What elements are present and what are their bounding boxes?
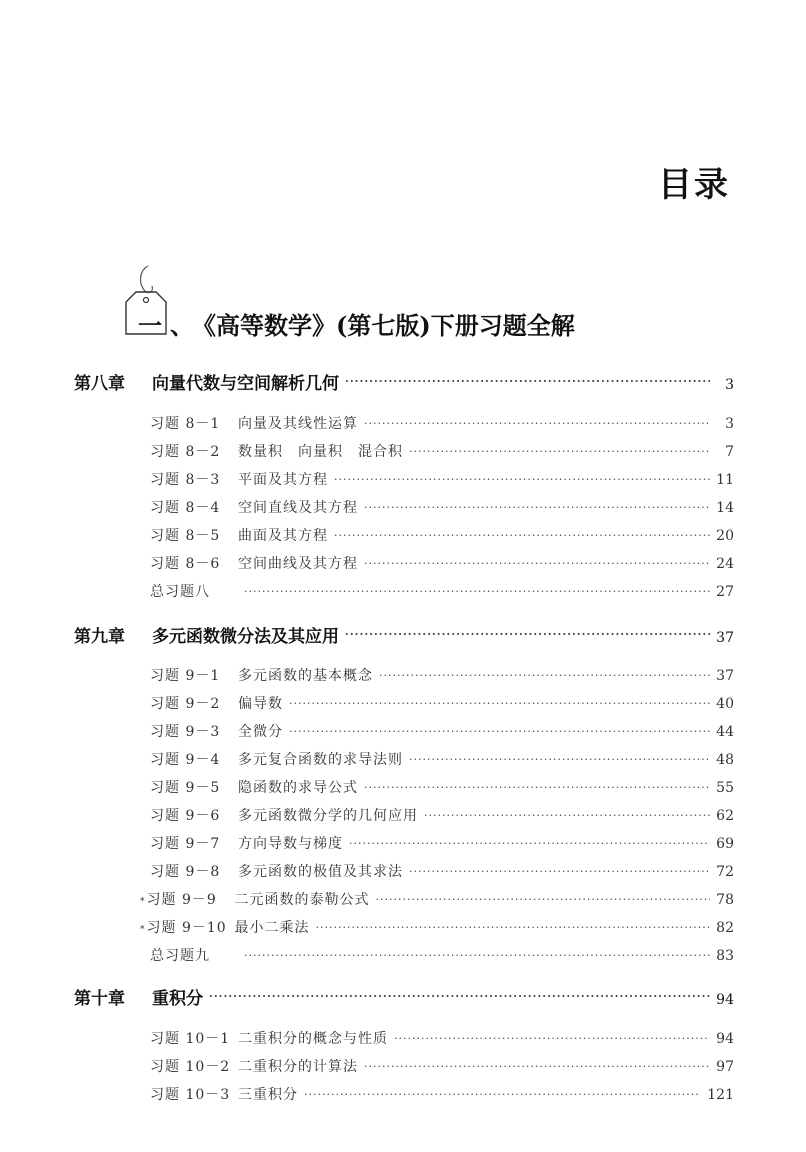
chapter-title: 向量代数与空间解析几何 <box>152 374 339 394</box>
chapter-number: 第八章 <box>74 374 125 394</box>
toc-chapter-8[interactable] <box>74 369 734 394</box>
page-number: 82 <box>716 920 734 936</box>
page-number: 3 <box>725 377 734 393</box>
optional-star-icon: * <box>140 897 145 907</box>
page-number: 37 <box>716 630 734 646</box>
page-number: 121 <box>707 1087 734 1103</box>
page-number: 62 <box>716 808 734 824</box>
page-number: 78 <box>716 892 734 908</box>
section-label: 习题 9－7 <box>150 836 221 852</box>
page-number: 14 <box>716 500 734 516</box>
toc-section[interactable] <box>150 497 734 517</box>
section-label: 习题 8－2 <box>150 444 221 460</box>
section-title: 多元复合函数的求导法则 <box>238 752 403 768</box>
page-number: 69 <box>716 836 734 852</box>
section-title: 三重积分 <box>238 1087 298 1103</box>
section-title: 二重积分的概念与性质 <box>238 1031 388 1047</box>
section-label: 总习题八 <box>150 584 210 600</box>
page-number: 3 <box>725 416 734 432</box>
section-title: 最小二乘法 <box>234 920 310 936</box>
section-title: 多元函数微分学的几何应用 <box>238 808 418 824</box>
toc-section[interactable] <box>150 945 734 965</box>
page-number: 11 <box>716 472 734 488</box>
toc-section[interactable] <box>150 1084 734 1104</box>
page-number: 48 <box>716 752 734 768</box>
section-label: 习题 10－3 <box>150 1087 231 1103</box>
toc-chapter-10[interactable] <box>74 984 734 1009</box>
section-title: 二元函数的泰勒公式 <box>234 892 370 908</box>
toc-section[interactable] <box>150 1056 734 1076</box>
section-label: 习题 9－1 <box>150 668 221 684</box>
toc-section[interactable] <box>150 833 734 853</box>
section-label: 习题 9－8 <box>150 864 221 880</box>
toc-section[interactable] <box>140 917 734 937</box>
section-title: 平面及其方程 <box>238 472 328 488</box>
toc-section[interactable] <box>150 665 734 685</box>
page-number: 97 <box>716 1059 734 1075</box>
toc-section[interactable] <box>150 525 734 545</box>
section-title: 向量及其线性运算 <box>238 416 358 432</box>
section-label: 习题 9－6 <box>150 808 221 824</box>
section-label: 习题 9－9 <box>146 892 217 908</box>
section-title: 曲面及其方程 <box>238 528 328 544</box>
page-number: 94 <box>716 1031 734 1047</box>
page-number: 27 <box>716 584 734 600</box>
toc-section[interactable] <box>150 749 734 769</box>
toc-section[interactable] <box>150 469 734 489</box>
section-title: 二重积分的计算法 <box>238 1059 358 1075</box>
page-title: 目录 <box>658 165 730 205</box>
section-label: 习题 10－2 <box>150 1059 231 1075</box>
toc-section[interactable] <box>140 889 734 909</box>
part-number: 一 <box>138 311 162 340</box>
section-title: 多元函数的极值及其求法 <box>238 864 403 880</box>
toc-chapter-9[interactable] <box>74 622 734 647</box>
toc-section[interactable] <box>150 413 734 433</box>
optional-star-icon: * <box>140 925 145 935</box>
section-label: 习题 9－5 <box>150 780 221 796</box>
section-title: 多元函数的基本概念 <box>238 668 373 684</box>
section-label: 习题 8－1 <box>150 416 221 432</box>
page-number: 37 <box>716 668 734 684</box>
toc-section[interactable] <box>150 721 734 741</box>
chapter-title: 重积分 <box>152 989 203 1009</box>
part-separator: 、 <box>170 311 194 340</box>
chapter-number: 第九章 <box>74 627 125 647</box>
toc-section[interactable] <box>150 861 734 881</box>
page-number: 55 <box>716 780 734 796</box>
page-number: 24 <box>716 556 734 572</box>
part-title: 《高等数学》(第七版)下册习题全解 <box>204 311 575 340</box>
section-title: 隐函数的求导公式 <box>238 780 358 796</box>
page-number: 20 <box>716 528 734 544</box>
section-label: 习题 9－10 <box>146 920 227 936</box>
page-number: 7 <box>725 444 734 460</box>
toc-section[interactable] <box>150 805 734 825</box>
page-number: 83 <box>716 948 734 964</box>
section-title: 数量积 向量积 混合积 <box>238 444 403 460</box>
page-number: 72 <box>716 864 734 880</box>
toc-section[interactable] <box>150 1028 734 1048</box>
section-title: 偏导数 <box>238 696 283 712</box>
toc-section[interactable] <box>150 693 734 713</box>
section-label: 总习题九 <box>150 948 210 964</box>
section-label: 习题 8－6 <box>150 556 221 572</box>
section-label: 习题 10－1 <box>150 1031 231 1047</box>
chapter-title: 多元函数微分法及其应用 <box>152 627 339 647</box>
toc-section[interactable] <box>150 441 734 461</box>
section-label: 习题 9－2 <box>150 696 221 712</box>
section-title: 全微分 <box>238 724 283 740</box>
toc-section[interactable] <box>150 553 734 573</box>
section-label: 习题 8－4 <box>150 500 221 516</box>
chapter-number: 第十章 <box>74 989 125 1009</box>
page-number: 44 <box>716 724 734 740</box>
page-number: 94 <box>716 992 734 1008</box>
section-label: 习题 8－3 <box>150 472 221 488</box>
section-title: 方向导数与梯度 <box>238 836 343 852</box>
section-title: 空间曲线及其方程 <box>238 556 358 572</box>
part-heading <box>130 306 575 341</box>
section-label: 习题 9－4 <box>150 752 221 768</box>
section-label: 习题 9－3 <box>150 724 221 740</box>
toc-section[interactable] <box>150 581 734 601</box>
toc-section[interactable] <box>150 777 734 797</box>
section-label: 习题 8－5 <box>150 528 221 544</box>
page-number: 40 <box>716 696 734 712</box>
section-title: 空间直线及其方程 <box>238 500 358 516</box>
